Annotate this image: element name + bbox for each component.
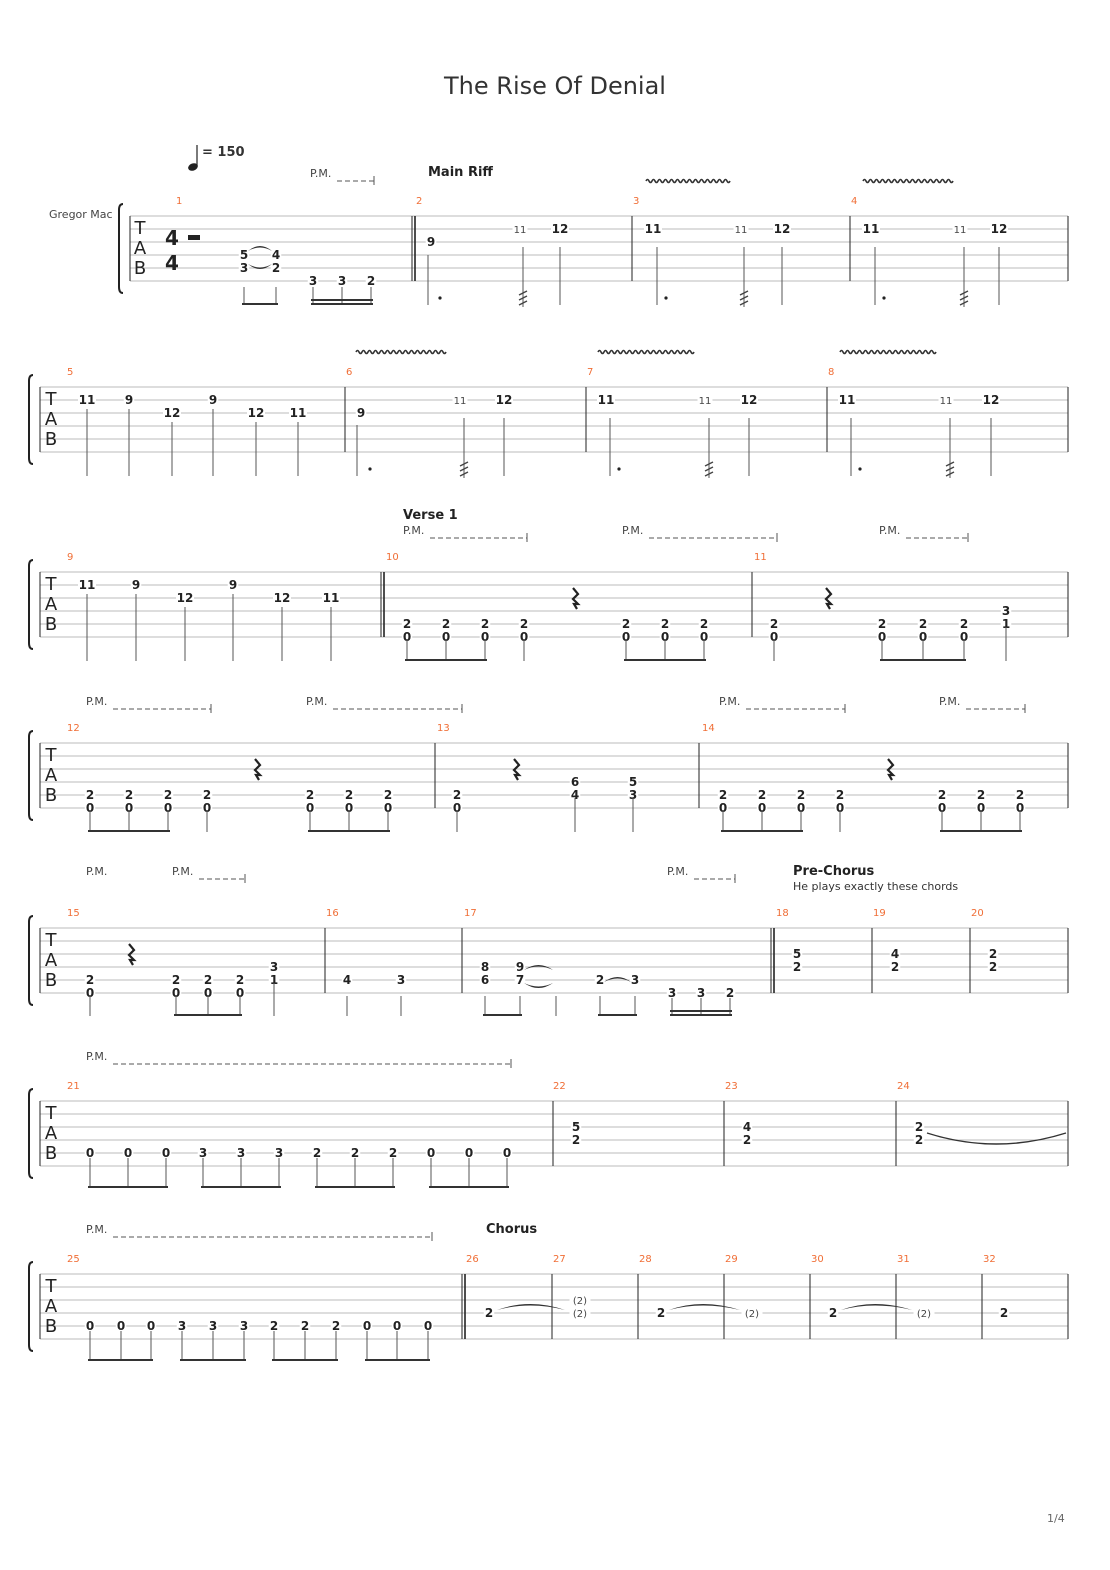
fret-number: 9 <box>124 393 134 407</box>
fret-number: 3 <box>628 788 638 802</box>
pre-chorus-note: He plays exactly these chords <box>793 880 959 893</box>
palm-mute-label: P.M. <box>172 865 194 878</box>
fret-number: 2 <box>999 1306 1009 1320</box>
fret-number: 0 <box>796 801 806 815</box>
fret-number: 2 <box>718 788 728 802</box>
measure-number: 17 <box>464 908 477 919</box>
system-bracket <box>29 916 33 1005</box>
tab-clef-A: A <box>44 594 58 615</box>
fret-number: 2 <box>300 1319 310 1333</box>
tab-clef-A: A <box>44 409 58 430</box>
measure-number: 14 <box>702 723 715 734</box>
dot <box>858 467 861 470</box>
fret-number: 3 <box>208 1319 218 1333</box>
fret-number: 2 <box>877 617 887 631</box>
measure-number: 5 <box>67 367 74 378</box>
tie <box>497 1304 565 1310</box>
fret-number: 0 <box>877 630 887 644</box>
vibrato-icon <box>840 351 936 354</box>
fret-number: 2 <box>918 617 928 631</box>
fret-number: 0 <box>235 986 245 1000</box>
palm-mute-label: P.M. <box>86 1223 108 1236</box>
fret-number: 3 <box>667 986 677 1000</box>
fret-number: 3 <box>1001 604 1011 618</box>
measure-number: 25 <box>67 1254 80 1265</box>
fret-number: 0 <box>85 801 95 815</box>
fret-number: 0 <box>362 1319 372 1333</box>
fret-number: 2 <box>988 947 998 961</box>
measure-number: 31 <box>897 1254 910 1265</box>
fret-number: 11 <box>644 222 662 236</box>
fret-number: 3 <box>239 1319 249 1333</box>
measure-number: 30 <box>811 1254 824 1265</box>
beam <box>311 303 373 305</box>
fret-number: 0 <box>621 630 631 644</box>
fret-number: 2 <box>769 617 779 631</box>
fret-number: 0 <box>426 1146 436 1160</box>
fret-number: 11 <box>862 222 880 236</box>
tab-clef-T: T <box>134 218 146 239</box>
fret-number: 2 <box>388 1146 398 1160</box>
tab-clef-A: A <box>44 1296 58 1317</box>
fret-number: 0 <box>441 630 451 644</box>
palm-mute-label: P.M. <box>86 695 108 708</box>
fret-number: 11 <box>597 393 615 407</box>
fret-number: 4 <box>742 1120 752 1134</box>
fret-number: 2 <box>742 1133 752 1147</box>
fret-number: 12 <box>773 222 791 236</box>
measure-number: 20 <box>971 908 984 919</box>
measure-number: 22 <box>553 1081 566 1092</box>
fret-number: 2 <box>656 1306 666 1320</box>
measure-number: 24 <box>897 1081 910 1092</box>
fret-number: 2 <box>519 617 529 631</box>
section-pre-chorus: Pre-Chorus <box>793 864 875 879</box>
measure-number: 18 <box>776 908 789 919</box>
measure-number: 10 <box>386 552 399 563</box>
beam <box>315 1186 395 1188</box>
tab-clef-T: T <box>45 1103 57 1124</box>
measure-number: 23 <box>725 1081 738 1092</box>
tab-clef-B: B <box>44 429 58 450</box>
fret-number: 2 <box>344 788 354 802</box>
fret-number: 0 <box>502 1146 512 1160</box>
fret-number: 11 <box>289 406 307 420</box>
fret-number: 0 <box>161 1146 171 1160</box>
measure-number: 11 <box>754 552 767 563</box>
palm-mute-label: P.M. <box>939 695 961 708</box>
fret-number: 2 <box>480 617 490 631</box>
fret-number: 2 <box>796 788 806 802</box>
time-signature-top: 4 <box>165 226 179 250</box>
fret-number: 9 <box>356 406 366 420</box>
dot <box>617 467 620 470</box>
fret-number: 0 <box>835 801 845 815</box>
fret-number: 2 <box>269 1319 279 1333</box>
fret-number: 2 <box>914 1120 924 1134</box>
tie <box>841 1304 912 1310</box>
tie <box>248 246 272 251</box>
fret-number: 2 <box>124 788 134 802</box>
fret-number: 5 <box>628 775 638 789</box>
palm-mute-label: P.M. <box>879 524 901 537</box>
beam <box>88 830 170 832</box>
fret-number: 12 <box>495 393 513 407</box>
measure-number: 28 <box>639 1254 652 1265</box>
fret-number: 11 <box>698 396 712 407</box>
system-bracket <box>29 375 33 464</box>
fret-number: 0 <box>1015 801 1025 815</box>
section-verse-1: Verse 1 <box>403 508 458 523</box>
fret-number: 5 <box>792 947 802 961</box>
palm-mute-label: P.M. <box>86 1050 108 1063</box>
measure-number: 2 <box>416 196 423 207</box>
fret-number: 2 <box>235 973 245 987</box>
palm-mute-label: P.M. <box>86 865 108 878</box>
fret-number: 0 <box>163 801 173 815</box>
fret-number: 0 <box>423 1319 433 1333</box>
beam <box>483 1014 522 1016</box>
tie <box>669 1304 740 1310</box>
fret-number: 2 <box>571 1133 581 1147</box>
fret-number: 0 <box>124 801 134 815</box>
track-name: Gregor Mac <box>49 208 113 221</box>
measure-number: 29 <box>725 1254 738 1265</box>
fret-number: 11 <box>78 578 96 592</box>
dot <box>438 296 441 299</box>
fret-number: 0 <box>718 801 728 815</box>
beam <box>201 1186 281 1188</box>
fret-number: 11 <box>453 396 467 407</box>
fret-number: 0 <box>123 1146 133 1160</box>
fret-number: 0 <box>85 986 95 1000</box>
fret-number: 0 <box>959 630 969 644</box>
fret-number: 2 <box>312 1146 322 1160</box>
fret-number: 12 <box>982 393 1000 407</box>
fret-number: 0 <box>85 1319 95 1333</box>
fret-number: 2 <box>988 960 998 974</box>
fret-number: 3 <box>696 986 706 1000</box>
tab-clef-B: B <box>44 785 58 806</box>
beam <box>88 1359 153 1361</box>
fret-number: 0 <box>464 1146 474 1160</box>
beam <box>308 830 390 832</box>
beam <box>429 1186 509 1188</box>
fret-number: 0 <box>452 801 462 815</box>
system-bracket <box>119 204 123 293</box>
fret-number: 9 <box>131 578 141 592</box>
fret-number: 1 <box>269 973 279 987</box>
fret-number: 2 <box>85 973 95 987</box>
fret-number: (2) <box>916 1309 932 1320</box>
tab-clef-T: T <box>45 745 57 766</box>
fret-number: 3 <box>239 261 249 275</box>
measure-number: 21 <box>67 1081 80 1092</box>
palm-mute-label: P.M. <box>667 865 689 878</box>
beam <box>721 830 803 832</box>
fret-number: 8 <box>480 960 490 974</box>
palm-mute-label: P.M. <box>306 695 328 708</box>
fret-number: 0 <box>146 1319 156 1333</box>
vibrato-icon <box>356 351 446 354</box>
tab-clef-T: T <box>45 930 57 951</box>
fret-number: 2 <box>452 788 462 802</box>
tab-clef-B: B <box>44 970 58 991</box>
measure-number: 3 <box>633 196 640 207</box>
beam <box>598 1014 637 1016</box>
fret-number: 3 <box>308 274 318 288</box>
system-bracket <box>29 1262 33 1351</box>
fret-number: 2 <box>171 973 181 987</box>
fret-number: 0 <box>937 801 947 815</box>
fret-number: 2 <box>699 617 709 631</box>
tab-clef-B: B <box>133 258 147 279</box>
fret-number: 11 <box>838 393 856 407</box>
dot <box>664 296 667 299</box>
fret-number: 4 <box>271 248 281 262</box>
measure-number: 13 <box>437 723 450 734</box>
fret-number: 12 <box>247 406 265 420</box>
fret-number: 2 <box>828 1306 838 1320</box>
fret-number: 3 <box>198 1146 208 1160</box>
fret-number: (2) <box>572 1296 588 1307</box>
beam <box>670 1014 732 1016</box>
fret-number: 0 <box>699 630 709 644</box>
fret-number: 7 <box>515 973 525 987</box>
beam <box>272 1359 338 1361</box>
vibrato-icon <box>598 351 694 354</box>
time-signature-bottom: 4 <box>165 251 179 275</box>
fret-number: 11 <box>322 591 340 605</box>
fret-number: 2 <box>792 960 802 974</box>
tab-clef-A: A <box>44 1123 58 1144</box>
fret-number: 2 <box>366 274 376 288</box>
fret-number: 11 <box>78 393 96 407</box>
fret-number: 9 <box>208 393 218 407</box>
system-bracket <box>29 1089 33 1178</box>
fret-number: 2 <box>890 960 900 974</box>
tab-clef-T: T <box>45 389 57 410</box>
fret-number: 11 <box>734 225 748 236</box>
beam <box>242 303 278 305</box>
beam <box>365 1359 430 1361</box>
fret-number: 3 <box>274 1146 284 1160</box>
measure-number: 7 <box>587 367 594 378</box>
fret-number: 0 <box>392 1319 402 1333</box>
fret-number: 2 <box>725 986 735 1000</box>
fret-number: 0 <box>660 630 670 644</box>
fret-number: 2 <box>757 788 767 802</box>
tab-clef-B: B <box>44 1316 58 1337</box>
fret-number: 2 <box>441 617 451 631</box>
beam <box>940 830 1022 832</box>
fret-number: 0 <box>305 801 315 815</box>
fret-number: 3 <box>177 1319 187 1333</box>
fret-number: 2 <box>383 788 393 802</box>
measure-number: 27 <box>553 1254 566 1265</box>
fret-number: 2 <box>595 973 605 987</box>
fret-number: 3 <box>236 1146 246 1160</box>
fret-number: 2 <box>402 617 412 631</box>
tab-clef-B: B <box>44 614 58 635</box>
measure-number: 15 <box>67 908 80 919</box>
tempo-marking: = 150 <box>202 145 245 160</box>
fret-number: 4 <box>342 973 352 987</box>
beam <box>174 1014 242 1016</box>
palm-mute-label: P.M. <box>310 167 332 180</box>
fret-number: 0 <box>85 1146 95 1160</box>
fret-number: 9 <box>426 235 436 249</box>
measure-number: 26 <box>466 1254 479 1265</box>
fret-number: 0 <box>519 630 529 644</box>
section-main-riff: Main Riff <box>428 165 493 180</box>
fret-number: 0 <box>171 986 181 1000</box>
fret-number: 11 <box>513 225 527 236</box>
measure-number: 8 <box>828 367 835 378</box>
fret-number: 12 <box>176 591 194 605</box>
beam <box>624 659 706 661</box>
fret-number: 2 <box>305 788 315 802</box>
fret-number: 2 <box>1015 788 1025 802</box>
fret-number: 12 <box>990 222 1008 236</box>
measure-number: 9 <box>67 552 74 563</box>
palm-mute-label: P.M. <box>622 524 644 537</box>
measure-number: 16 <box>326 908 339 919</box>
beam <box>880 659 966 661</box>
fret-number: 2 <box>85 788 95 802</box>
fret-number: 4 <box>890 947 900 961</box>
system-bracket <box>29 731 33 820</box>
beam <box>180 1359 246 1361</box>
fret-number: 0 <box>116 1319 126 1333</box>
fret-number: 3 <box>396 973 406 987</box>
fret-number: 5 <box>239 248 249 262</box>
fret-number: 0 <box>344 801 354 815</box>
fret-number: 0 <box>769 630 779 644</box>
fret-number: 6 <box>570 775 580 789</box>
fret-number: 9 <box>228 578 238 592</box>
fret-number: 2 <box>202 788 212 802</box>
fret-number: (2) <box>744 1309 760 1320</box>
fret-number: 3 <box>630 973 640 987</box>
fret-number: 11 <box>939 396 953 407</box>
fret-number: 9 <box>515 960 525 974</box>
fret-number: 2 <box>271 261 281 275</box>
fret-number: 1 <box>1001 617 1011 631</box>
fret-number: 12 <box>551 222 569 236</box>
beam <box>311 299 373 301</box>
tab-clef-A: A <box>133 238 147 259</box>
half-rest-icon <box>188 235 200 240</box>
fret-number: 0 <box>976 801 986 815</box>
fret-number: 2 <box>331 1319 341 1333</box>
fret-number: 12 <box>740 393 758 407</box>
fret-number: 2 <box>163 788 173 802</box>
fret-number: 2 <box>914 1133 924 1147</box>
fret-number: 2 <box>959 617 969 631</box>
dot <box>368 467 371 470</box>
tab-clef-T: T <box>45 1276 57 1297</box>
tie <box>927 1133 1066 1144</box>
fret-number: 2 <box>835 788 845 802</box>
palm-mute-label: P.M. <box>719 695 741 708</box>
fret-number: 2 <box>203 973 213 987</box>
tie <box>524 983 553 988</box>
vibrato-icon <box>863 180 953 183</box>
fret-number: 3 <box>269 960 279 974</box>
measure-number: 12 <box>67 723 80 734</box>
tab-clef-A: A <box>44 950 58 971</box>
fret-number: 0 <box>757 801 767 815</box>
palm-mute-label: P.M. <box>403 524 425 537</box>
fret-number: 2 <box>350 1146 360 1160</box>
fret-number: 0 <box>918 630 928 644</box>
measure-number: 1 <box>176 196 183 207</box>
song-title: The Rise Of Denial <box>444 72 666 100</box>
fret-number: 2 <box>976 788 986 802</box>
fret-number: 2 <box>621 617 631 631</box>
tab-clef-A: A <box>44 765 58 786</box>
fret-number: 12 <box>273 591 291 605</box>
measure-number: 32 <box>983 1254 996 1265</box>
tab-clef-B: B <box>44 1143 58 1164</box>
dot <box>882 296 885 299</box>
measure-number: 6 <box>346 367 353 378</box>
fret-number: 5 <box>571 1120 581 1134</box>
fret-number: 12 <box>163 406 181 420</box>
fret-number: 4 <box>570 788 580 802</box>
beam <box>405 659 487 661</box>
fret-number: 0 <box>480 630 490 644</box>
fret-number: 0 <box>383 801 393 815</box>
fret-number: 2 <box>937 788 947 802</box>
fret-number: 0 <box>203 986 213 1000</box>
tab-clef-T: T <box>45 574 57 595</box>
fret-number: 2 <box>484 1306 494 1320</box>
measure-number: 4 <box>851 196 858 207</box>
fret-number: 11 <box>953 225 967 236</box>
fret-number: 6 <box>480 973 490 987</box>
fret-number: (2) <box>572 1309 588 1320</box>
section-chorus: Chorus <box>486 1222 538 1237</box>
vibrato-icon <box>646 180 730 183</box>
beam <box>88 1186 168 1188</box>
fret-number: 3 <box>337 274 347 288</box>
system-bracket <box>29 560 33 649</box>
beam <box>670 1010 732 1012</box>
measure-number: 19 <box>873 908 886 919</box>
fret-number: 2 <box>660 617 670 631</box>
fret-number: 0 <box>202 801 212 815</box>
fret-number: 0 <box>402 630 412 644</box>
page-number: 1/4 <box>1047 1512 1065 1525</box>
